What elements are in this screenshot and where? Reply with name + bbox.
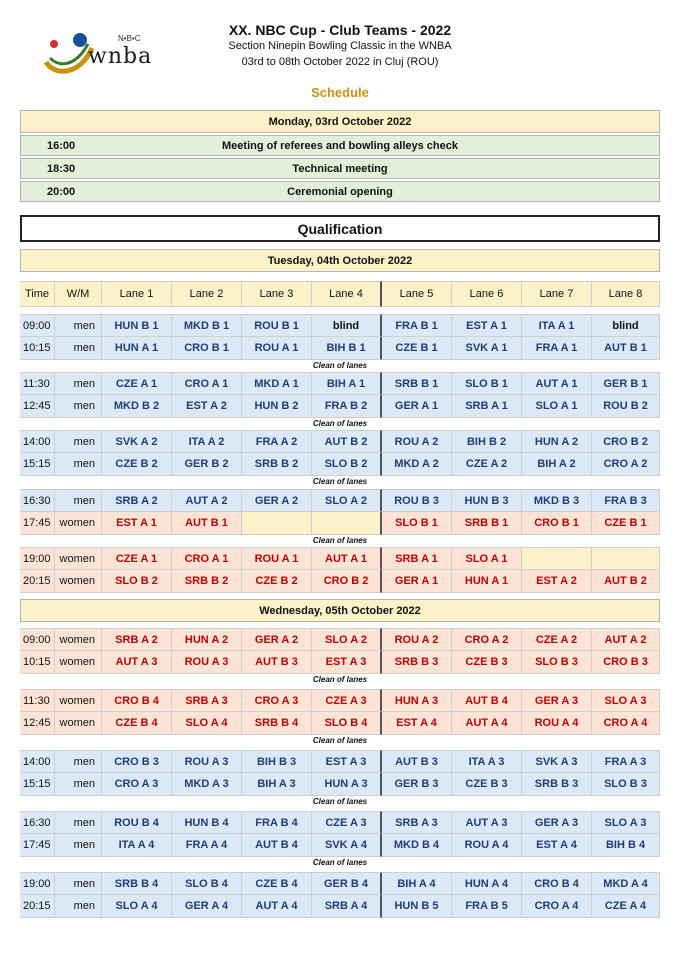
lane-cell: ITA A 4 (102, 834, 172, 857)
lane-cell: SRB A 3 (172, 689, 242, 712)
lane-cell: MKD B 2 (102, 395, 172, 418)
lane-cell: SVK A 3 (522, 750, 592, 773)
monday-event-row (20, 135, 660, 156)
lane-cell: SRB B 3 (382, 651, 452, 674)
lane-cell: GER A 4 (172, 895, 242, 918)
lane-cell: SRB B 1 (452, 512, 522, 535)
lane-cell: CZE B 1 (382, 337, 452, 360)
lane-cell: MKD B 4 (382, 834, 452, 857)
lane-cell: SLO B 2 (102, 570, 172, 593)
lane-cell: CZE A 1 (102, 547, 172, 570)
lane-cell: CZE B 3 (452, 773, 522, 796)
lane-cell: CRO B 3 (102, 750, 172, 773)
lane-cell: MKD B 3 (522, 489, 592, 512)
lane-cell: CRO B 4 (102, 689, 172, 712)
logo-text: wnba (88, 44, 153, 69)
lane-cell: AUT B 2 (592, 570, 660, 593)
row-time: 12:45 (20, 712, 55, 735)
clean-of-lanes-note: Clean of lanes (312, 797, 368, 806)
row-gender: men (55, 430, 102, 453)
clean-of-lanes-note: Clean of lanes (312, 536, 368, 545)
lane-cell: AUT B 3 (242, 651, 312, 674)
lane-cell: BIH A 1 (312, 372, 382, 395)
column-header: Lane 7 (522, 281, 592, 307)
lane-cell: SLO A 2 (312, 628, 382, 651)
column-header: Lane 5 (382, 281, 452, 307)
page-subtitle: Section Ninepin Bowling Classic in the WNBA (228, 40, 452, 52)
row-gender: women (55, 570, 102, 593)
lane-cell: EST A 1 (452, 314, 522, 337)
lane-cell: GER B 2 (172, 453, 242, 476)
lane-cell: ITA A 3 (452, 750, 522, 773)
lane-cell: AUT A 2 (172, 489, 242, 512)
lane-cell: EST A 1 (102, 512, 172, 535)
lane-cell: AUT B 2 (312, 430, 382, 453)
lane-cell: EST A 4 (382, 712, 452, 735)
lane-cell: SLO A 1 (522, 395, 592, 418)
lane-cell: CRO A 4 (592, 712, 660, 735)
lane-cell: BIH B 1 (312, 337, 382, 360)
monday-event-row (20, 181, 660, 202)
lane-cell: ITA A 2 (172, 430, 242, 453)
row-time: 09:00 (20, 314, 55, 337)
lane-cell: GER A 3 (522, 689, 592, 712)
lane-cell: CZE A 2 (452, 453, 522, 476)
lane-cell: ROU A 2 (382, 628, 452, 651)
column-header: Lane 3 (242, 281, 312, 307)
lane-cell: FRA B 1 (382, 314, 452, 337)
lane-cell: ROU B 4 (102, 811, 172, 834)
lane-cell: ROU B 3 (382, 489, 452, 512)
column-header: Lane 2 (172, 281, 242, 307)
lane-cell: HUN B 5 (382, 895, 452, 918)
lane-cell: BIH B 4 (592, 834, 660, 857)
column-header: Lane 8 (592, 281, 660, 307)
lane-cell: HUN A 4 (452, 872, 522, 895)
row-time: 14:00 (20, 430, 55, 453)
row-time: 17:45 (20, 512, 55, 535)
event-label: Ceremonial opening (287, 185, 393, 198)
event-label: Meeting of referees and bowling alleys check (222, 139, 458, 152)
clean-of-lanes-note: Clean of lanes (312, 361, 368, 370)
lane-cell: MKD A 3 (172, 773, 242, 796)
lane-cell: ROU A 1 (242, 547, 312, 570)
row-gender: women (55, 651, 102, 674)
lane-cell: CRO B 4 (522, 872, 592, 895)
page-title: XX. NBC Cup - Club Teams - 2022 (228, 22, 452, 38)
lane-cell: MKD A 1 (242, 372, 312, 395)
lane-cell: EST A 3 (312, 651, 382, 674)
lane-cell: ROU A 2 (382, 430, 452, 453)
lane-cell: EST A 3 (312, 750, 382, 773)
lane-cell: SLO A 1 (452, 547, 522, 570)
event-time: 20:00 (47, 185, 76, 198)
lane-cell: HUN A 3 (382, 689, 452, 712)
row-time: 14:00 (20, 750, 55, 773)
row-gender: men (55, 834, 102, 857)
lane-cell: GER A 1 (382, 395, 452, 418)
lane-cell: CZE B 3 (452, 651, 522, 674)
lane-cell: FRA B 4 (242, 811, 312, 834)
day-date-band: Wednesday, 05th October 2022 (20, 599, 660, 622)
lane-cell: SRB B 4 (102, 872, 172, 895)
lane-cell: ROU B 2 (592, 395, 660, 418)
lane-cell: BIH B 2 (452, 430, 522, 453)
row-time: 10:15 (20, 337, 55, 360)
monday-event-row (20, 158, 660, 179)
row-time: 16:30 (20, 489, 55, 512)
lane-cell: MKD A 2 (382, 453, 452, 476)
lane-cell: CRO A 3 (102, 773, 172, 796)
clean-of-lanes-note: Clean of lanes (312, 477, 368, 486)
lane-cell: HUN B 4 (172, 811, 242, 834)
lane-cell: SRB A 4 (312, 895, 382, 918)
lane-cell: SRB B 2 (242, 453, 312, 476)
lane-cell: AUT A 3 (102, 651, 172, 674)
lane-cell: CZE A 3 (312, 811, 382, 834)
lane-cell: ROU A 3 (172, 750, 242, 773)
lane-cell: SRB A 2 (102, 489, 172, 512)
lane-cell: HUN A 3 (312, 773, 382, 796)
row-time: 11:30 (20, 689, 55, 712)
lane-cell: blind (312, 314, 382, 337)
lane-cell: MKD A 4 (592, 872, 660, 895)
lane-cell: GER A 3 (522, 811, 592, 834)
lane-cell: CRO A 3 (242, 689, 312, 712)
lane-cell: ITA A 1 (522, 314, 592, 337)
lane-cell: EST A 2 (172, 395, 242, 418)
row-time: 19:00 (20, 872, 55, 895)
lane-cell: CZE B 1 (592, 512, 660, 535)
lane-cell: SVK A 1 (452, 337, 522, 360)
lane-cell: CRO A 4 (522, 895, 592, 918)
lane-cell: GER A 1 (382, 570, 452, 593)
row-gender: men (55, 337, 102, 360)
lane-cell: SRB A 1 (452, 395, 522, 418)
lane-cell: CZE A 3 (312, 689, 382, 712)
row-gender: men (55, 489, 102, 512)
lane-cell: HUN A 2 (172, 628, 242, 651)
lane-cell: CRO A 2 (452, 628, 522, 651)
lane-cell: SRB B 2 (172, 570, 242, 593)
lane-cell: AUT B 1 (172, 512, 242, 535)
lane-cell: SRB A 2 (102, 628, 172, 651)
lane-cell: BIH A 3 (242, 773, 312, 796)
lane-cell: SLO B 3 (522, 651, 592, 674)
row-gender: women (55, 712, 102, 735)
schedule-heading: Schedule (311, 85, 369, 100)
lane-cell: CRO B 1 (172, 337, 242, 360)
row-gender: men (55, 895, 102, 918)
clean-of-lanes-note: Clean of lanes (312, 419, 368, 428)
lane-cell: CZE A 1 (102, 372, 172, 395)
lane-cell: MKD B 1 (172, 314, 242, 337)
lane-cell: BIH A 2 (522, 453, 592, 476)
row-time: 12:45 (20, 395, 55, 418)
lane-cell: CRO B 2 (592, 430, 660, 453)
lane-cell: ROU B 1 (242, 314, 312, 337)
lane-cell: SLO B 1 (452, 372, 522, 395)
lane-cell: ROU A 3 (172, 651, 242, 674)
lane-cell: ROU A 4 (452, 834, 522, 857)
row-gender: women (55, 628, 102, 651)
column-header: W/M (55, 281, 102, 307)
lane-cell: SLO B 4 (172, 872, 242, 895)
event-time: 18:30 (47, 162, 76, 175)
lane-cell: AUT A 1 (312, 547, 382, 570)
logo-subtext: N•B•C (118, 34, 141, 43)
lane-cell: HUN B 1 (102, 314, 172, 337)
lane-cell: CZE B 4 (242, 872, 312, 895)
lane-cell: CRO B 1 (522, 512, 592, 535)
row-gender: men (55, 811, 102, 834)
lane-cell: AUT B 4 (452, 689, 522, 712)
column-header: Lane 1 (102, 281, 172, 307)
row-gender: men (55, 750, 102, 773)
lane-cell: AUT B 4 (242, 834, 312, 857)
lane-cell: SLO A 3 (592, 811, 660, 834)
lane-cell: HUN A 2 (522, 430, 592, 453)
lane-cell: CZE A 4 (592, 895, 660, 918)
column-header: Time (20, 281, 55, 307)
lane-cell: CRO A 1 (172, 547, 242, 570)
lane-cell: BIH A 4 (382, 872, 452, 895)
row-time: 10:15 (20, 651, 55, 674)
lane-cell: CZE B 2 (242, 570, 312, 593)
lane-cell: SVK A 4 (312, 834, 382, 857)
lane-cell: ROU A 4 (522, 712, 592, 735)
lane-cell: SLO B 3 (592, 773, 660, 796)
row-gender: women (55, 689, 102, 712)
lane-cell: HUN B 2 (242, 395, 312, 418)
column-header: Lane 6 (452, 281, 522, 307)
lane-cell: SLO B 4 (312, 712, 382, 735)
lane-cell: GER A 2 (242, 489, 312, 512)
lane-cell: AUT B 3 (382, 750, 452, 773)
lane-cell: ROU A 1 (242, 337, 312, 360)
lane-cell: HUN A 1 (452, 570, 522, 593)
lane-cell: SLO A 4 (102, 895, 172, 918)
lane-cell: FRA A 2 (242, 430, 312, 453)
clean-of-lanes-note: Clean of lanes (312, 858, 368, 867)
row-time: 15:15 (20, 453, 55, 476)
row-time: 16:30 (20, 811, 55, 834)
lane-cell: SLO A 3 (592, 689, 660, 712)
row-time: 19:00 (20, 547, 55, 570)
event-time: 16:00 (47, 139, 76, 152)
lane-cell: FRA B 3 (592, 489, 660, 512)
row-gender: women (55, 547, 102, 570)
lane-cell: FRA A 1 (522, 337, 592, 360)
lane-cell: BIH B 3 (242, 750, 312, 773)
lane-cell: AUT A 2 (592, 628, 660, 651)
lane-cell: GER A 2 (242, 628, 312, 651)
lane-cell: CRO B 3 (592, 651, 660, 674)
lane-cell: CRO A 1 (172, 372, 242, 395)
lane-cell: SRB B 3 (522, 773, 592, 796)
monday-date-band: Monday, 03rd October 2022 (20, 110, 660, 133)
lane-cell: FRA A 4 (172, 834, 242, 857)
lane-cell: AUT A 1 (522, 372, 592, 395)
row-time: 17:45 (20, 834, 55, 857)
lane-cell (522, 547, 592, 570)
lane-cell: SRB B 1 (382, 372, 452, 395)
row-time: 15:15 (20, 773, 55, 796)
clean-of-lanes-note: Clean of lanes (312, 675, 368, 684)
lane-cell (312, 512, 382, 535)
lane-cell: FRA B 5 (452, 895, 522, 918)
row-gender: men (55, 773, 102, 796)
lane-cell: CZE A 2 (522, 628, 592, 651)
lane-cell: FRA A 3 (592, 750, 660, 773)
lane-cell: SLO A 2 (312, 489, 382, 512)
row-gender: women (55, 512, 102, 535)
row-time: 20:15 (20, 895, 55, 918)
lane-cell: AUT B 1 (592, 337, 660, 360)
lane-cell: SRB A 3 (382, 811, 452, 834)
lane-cell: GER B 4 (312, 872, 382, 895)
row-gender: men (55, 872, 102, 895)
lane-cell: GER B 1 (592, 372, 660, 395)
lane-cell: SRB A 1 (382, 547, 452, 570)
lane-cell: AUT A 3 (452, 811, 522, 834)
lane-cell: EST A 2 (522, 570, 592, 593)
lane-cell: EST A 4 (522, 834, 592, 857)
row-gender: men (55, 314, 102, 337)
lane-cell: SLO A 4 (172, 712, 242, 735)
clean-of-lanes-note: Clean of lanes (312, 736, 368, 745)
lane-cell: CZE B 2 (102, 453, 172, 476)
lane-cell: AUT A 4 (452, 712, 522, 735)
lane-cell: SLO B 2 (312, 453, 382, 476)
event-dates: 03rd to 08th October 2022 in Cluj (ROU) (241, 56, 439, 68)
column-header: Lane 4 (312, 281, 382, 307)
lane-cell: FRA B 2 (312, 395, 382, 418)
row-gender: men (55, 395, 102, 418)
lane-cell: CRO A 2 (592, 453, 660, 476)
lane-cell: CZE B 4 (102, 712, 172, 735)
event-label: Technical meeting (292, 162, 388, 175)
lane-cell: SLO B 1 (382, 512, 452, 535)
qualification-heading: Qualification (20, 215, 660, 242)
lane-cell (242, 512, 312, 535)
day-date-band: Tuesday, 04th October 2022 (20, 249, 660, 272)
row-time: 09:00 (20, 628, 55, 651)
lane-cell: SRB B 4 (242, 712, 312, 735)
lane-cell: SVK A 2 (102, 430, 172, 453)
row-gender: men (55, 453, 102, 476)
lane-cell: GER B 3 (382, 773, 452, 796)
lane-cell: blind (592, 314, 660, 337)
row-time: 20:15 (20, 570, 55, 593)
lane-cell (592, 547, 660, 570)
lane-cell: CRO B 2 (312, 570, 382, 593)
lane-cell: AUT A 4 (242, 895, 312, 918)
lane-cell: HUN B 3 (452, 489, 522, 512)
lane-cell: HUN A 1 (102, 337, 172, 360)
row-time: 11:30 (20, 372, 55, 395)
row-gender: men (55, 372, 102, 395)
